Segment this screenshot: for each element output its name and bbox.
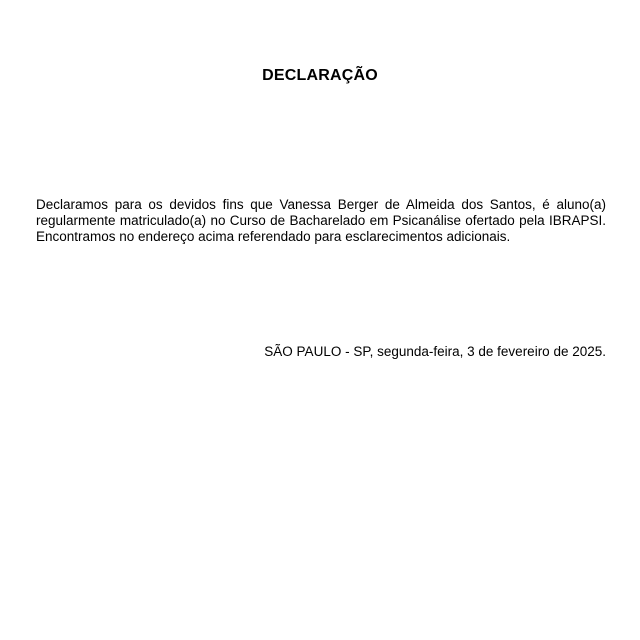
- city-date-line: SÃO PAULO - SP, segunda-feira, 3 de fevereiro de 2025.: [264, 344, 606, 359]
- declaration-body-paragraph: Declaramos para os devidos fins que Vanessa Berger de Almeida dos Santos, é aluno(a) regularmente matriculado(a) no Curso de Bacharelado em Psicanálise ofertado pela IBRAPSI. Encontramos no endereço acima referendado para esclarecimentos adicionais.: [36, 197, 606, 244]
- document-title: DECLARAÇÃO: [262, 67, 378, 84]
